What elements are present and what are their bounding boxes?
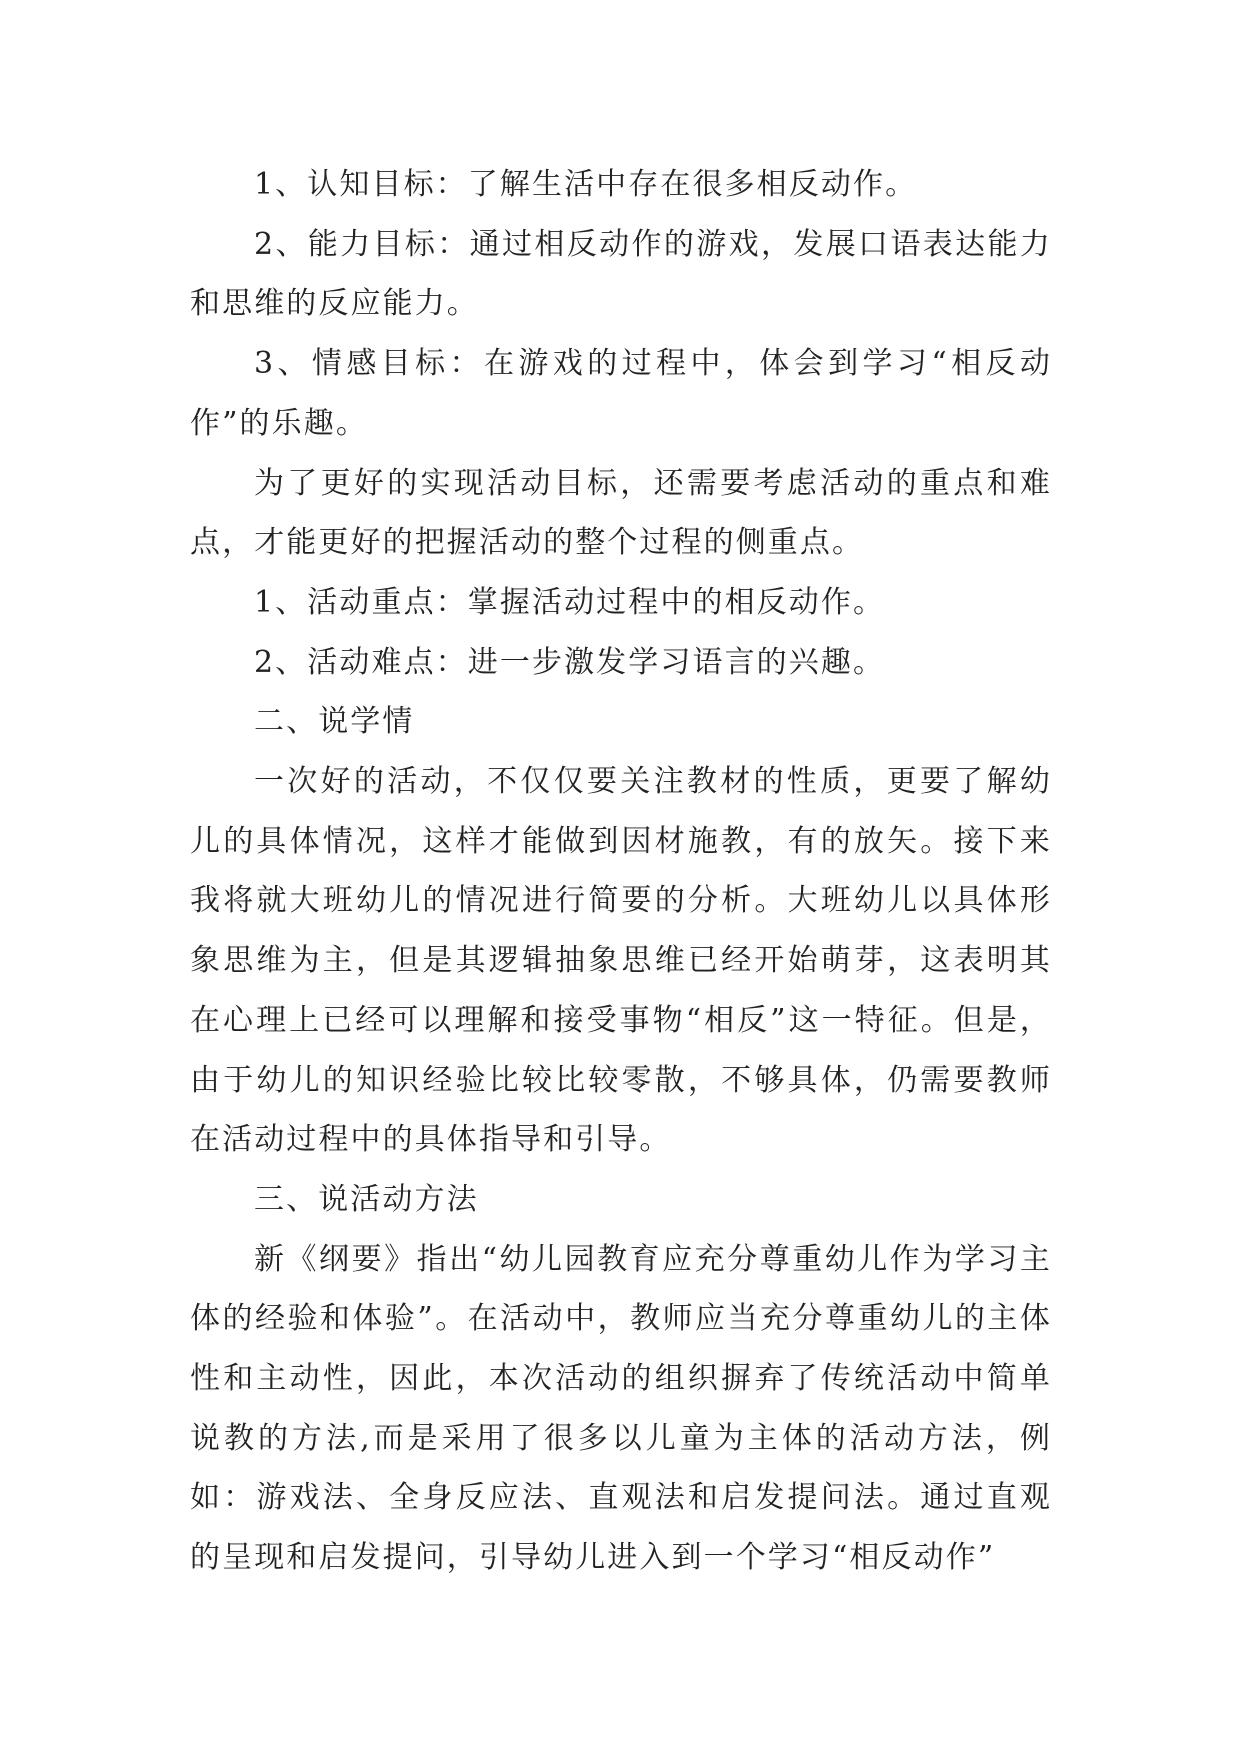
activity-methods-paragraph: 新《纲要》指出“幼儿园教育应充分尊重幼儿作为学习主体的经验和体验”。在活动中，教师应当充分尊重幼儿的主体性和主动性，因此，本次活动的组织摒弃了传统活动中简单说教的方法,而是采用了很多以儿童为主体的活动方法，例如：游戏法、全身反应法、直观法和启发提问法。通过直观的呈现和启发提问，引导幼儿进入到一个学习“相反动作” xyxy=(190,1241,1052,1576)
activity-focus-paragraph: 1、活动重点：掌握活动过程中的相反动作。 xyxy=(254,584,886,620)
section-heading-learner-analysis: 二、说学情 xyxy=(254,704,415,740)
goal-cognitive-paragraph: 1、认知目标：了解生活中存在很多相反动作。 xyxy=(254,167,918,202)
goal-ability-paragraph: 2、能力目标：通过相反动作的游戏，发展口语表达能力和思维的反应能力。 xyxy=(190,226,1052,322)
key-points-intro-paragraph: 为了更好的实现活动目标，还需要考虑活动的重点和难点，才能更好的把握活动的整个过程的侧重点。 xyxy=(190,465,1052,561)
section-heading-activity-methods: 三、说活动方法 xyxy=(254,1181,479,1217)
activity-difficulty-paragraph: 2、活动难点：进一步激发学习语言的兴趣。 xyxy=(254,644,886,680)
document-body xyxy=(190,155,1052,1588)
goal-emotion-paragraph: 3、情感目标：在游戏的过程中，体会到学习“相反动作”的乐趣。 xyxy=(190,346,1052,441)
learner-analysis-paragraph: 一次好的活动，不仅仅要关注教材的性质，更要了解幼儿的具体情况，这样才能做到因材施教，有的放矢。接下来我将就大班幼儿的情况进行简要的分析。大班幼儿以具体形象思维为主，但是其逻辑抽象思维已经开始萌芽，这表明其在心理上已经可以理解和接受事物“相反”这一特征。但是，由于幼儿的知识经验比较比较零散，不够具体，仍需要教师在活动过程中的具体指导和引导。 xyxy=(190,764,1052,1158)
